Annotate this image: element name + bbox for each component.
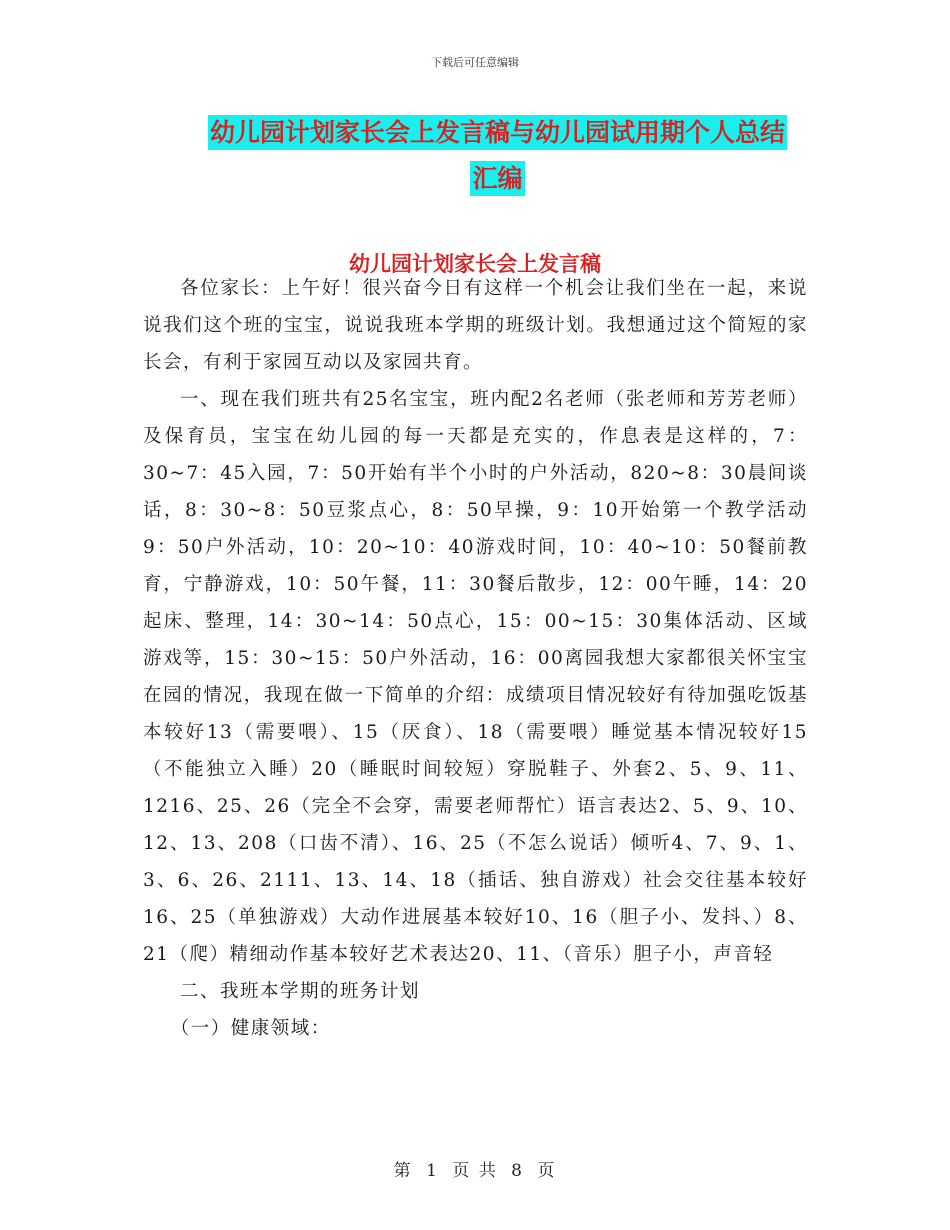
footer-middle: 页 共 xyxy=(452,1161,498,1181)
footer-prefix: 第 xyxy=(393,1161,413,1181)
footer-page-number: 1 xyxy=(426,1161,439,1181)
document-title-line-2: 汇编 xyxy=(470,161,524,196)
paragraph-plan-heading: 二、我班本学期的班务计划 xyxy=(180,981,421,1002)
document-title xyxy=(190,110,805,202)
footer-suffix: 页 xyxy=(537,1161,557,1181)
subheading-health: （一）健康领域： xyxy=(170,1018,331,1039)
document-title-line-1: 幼儿园计划家长会上发言稿与幼儿园试用期个人总结 xyxy=(208,115,787,150)
page-footer xyxy=(0,1156,950,1181)
paragraph-greeting: 各位家长：上午好！很兴奋今日有这样一个机会让我们坐在一起，来说说我们这个班的宝宝，说说我班本学期的班级计划。我想通过这个简短的家长会，有利于家园互动以及家园共育。 xyxy=(143,278,808,373)
page-header-note: 下载后可任意编辑 xyxy=(431,56,519,69)
footer-total-pages: 8 xyxy=(511,1161,524,1181)
paragraph-schedule: 一、现在我们班共有25名宝宝，班内配2名老师（张老师和芳芳老师）及保育员，宝宝在幼儿园的每一天都是充实的，作息表是这样的，7：30~7：45入园，7：50开始有半个小时的户外活动，820~8：30晨间谈话，8：30~8：50豆浆点心，8：50早操，9：10开始第一个教学活动9：50户外活动，10：20~10：40游戏时间，10：40~10：50餐前教育，宁静游戏，10：50午餐，11：30餐后散步，12：00午睡，14：20起床、整理，14：30~14：50点心，15：00~15：30集体活动、区域游戏等，15：30~15：50户外活动，16：00离园我想大家都很关怀宝宝在园的情况，我现在做一下简单的介绍：成绩项目情况较好有待加强吃饭基本较好13（需要喂）、15（厌食）、18（需要喂）睡觉基本情况较好15（不能独立入睡）20（睡眠时间较短）穿脱鞋子、外套2、5、9、11、1216、25、26（完全不会穿，需要老师帮忙）语言表达2、5、9、10、12、13、208（口齿不清）、16、25（不怎么说话）倾听4、7、9、1、3、6、26、2111、13、14、18（插话、独自游戏）社会交往基本较好16、25（单独游戏）大动作进展基本较好10、16（胆子小、发抖、）8、21（爬）精细动作基本较好艺术表达20、11、（音乐）胆子小，声音轻 xyxy=(143,389,808,965)
document-body xyxy=(143,270,808,1047)
section-heading: 幼儿园计划家长会上发言稿 xyxy=(349,252,601,276)
